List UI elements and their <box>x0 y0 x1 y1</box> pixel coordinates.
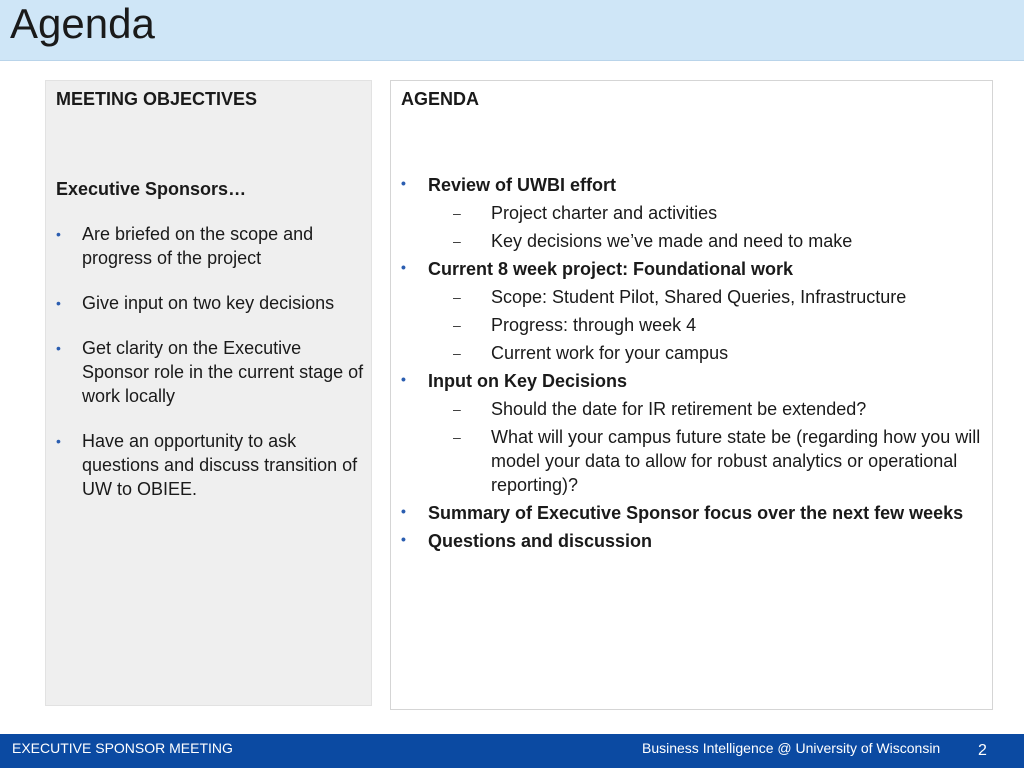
dash-icon: – <box>453 205 461 221</box>
agenda-list <box>401 171 981 555</box>
objective-item <box>56 291 371 315</box>
agenda-item <box>401 171 981 255</box>
objective-item <box>56 336 371 408</box>
footer-organization: Business Intelligence @ University of Wisconsin <box>642 740 941 756</box>
bullet-icon: • <box>56 226 61 242</box>
objective-text: Have an opportunity to ask questions and discuss transition of UW to OBIEE. <box>82 431 358 499</box>
agenda-subitem <box>401 423 981 499</box>
bullet-icon: • <box>56 433 61 449</box>
objective-item <box>56 222 371 270</box>
bullet-icon: • <box>401 259 406 275</box>
dash-icon: – <box>453 289 461 305</box>
meeting-objectives-panel <box>45 80 372 706</box>
agenda-item-label: Review of UWBI effort <box>428 175 617 195</box>
agenda-item-label: Questions and discussion <box>428 531 653 551</box>
agenda-item <box>401 367 981 499</box>
bullet-icon: • <box>401 531 406 547</box>
agenda-sublist <box>401 199 981 255</box>
executive-sponsors-label: Executive Sponsors… <box>56 179 247 199</box>
agenda-subitem-text: Progress: through week 4 <box>491 315 697 335</box>
agenda-subitem <box>401 339 981 367</box>
agenda-sublist <box>401 283 981 367</box>
agenda-subitem <box>401 283 981 311</box>
agenda-sublist <box>401 395 981 499</box>
dash-icon: – <box>453 345 461 361</box>
bullet-icon: • <box>56 340 61 356</box>
agenda-item-label: Input on Key Decisions <box>428 371 628 391</box>
agenda-subitem <box>401 311 981 339</box>
agenda-item-label: Summary of Executive Sponsor focus over the next few weeks <box>428 503 964 523</box>
agenda-subitem-text: What will your campus future state be (regarding how you will model your data to allow for robust analytics or operational reporting)? <box>491 427 981 495</box>
bullet-icon: • <box>401 175 406 191</box>
agenda-subitem-text: Key decisions we’ve made and need to make <box>491 231 853 251</box>
agenda-subitem-text: Scope: Student Pilot, Shared Queries, Infrastructure <box>491 287 907 307</box>
bullet-icon: • <box>401 371 406 387</box>
agenda-heading: AGENDA <box>401 89 480 109</box>
agenda-subitem-text: Current work for your campus <box>491 343 729 363</box>
objective-item <box>56 429 371 501</box>
footer-meeting-label: EXECUTIVE SPONSOR MEETING <box>12 740 233 756</box>
bullet-icon: • <box>401 503 406 519</box>
agenda-subitem <box>401 199 981 227</box>
dash-icon: – <box>453 401 461 417</box>
agenda-item <box>401 527 981 555</box>
agenda-subitem-text: Project charter and activities <box>491 203 718 223</box>
objective-text: Are briefed on the scope and progress of the project <box>82 224 314 268</box>
slide-title: Agenda <box>10 0 155 47</box>
agenda-subitem-text: Should the date for IR retirement be extended? <box>491 399 867 419</box>
bullet-icon: • <box>56 295 61 311</box>
objectives-list <box>56 222 371 522</box>
agenda-subitem <box>401 395 981 423</box>
objectives-heading: MEETING OBJECTIVES <box>56 89 258 109</box>
dash-icon: – <box>453 429 461 445</box>
page-number: 2 <box>978 742 987 759</box>
dash-icon: – <box>453 317 461 333</box>
agenda-subitem <box>401 227 981 255</box>
objective-text: Get clarity on the Executive Sponsor role in the current stage of work locally <box>82 338 364 406</box>
agenda-item <box>401 255 981 367</box>
agenda-item <box>401 499 981 527</box>
objective-text: Give input on two key decisions <box>82 293 335 313</box>
title-bar <box>0 0 1024 61</box>
agenda-panel <box>390 80 993 710</box>
dash-icon: – <box>453 233 461 249</box>
agenda-item-label: Current 8 week project: Foundational work <box>428 259 794 279</box>
footer-bar <box>0 734 1024 768</box>
